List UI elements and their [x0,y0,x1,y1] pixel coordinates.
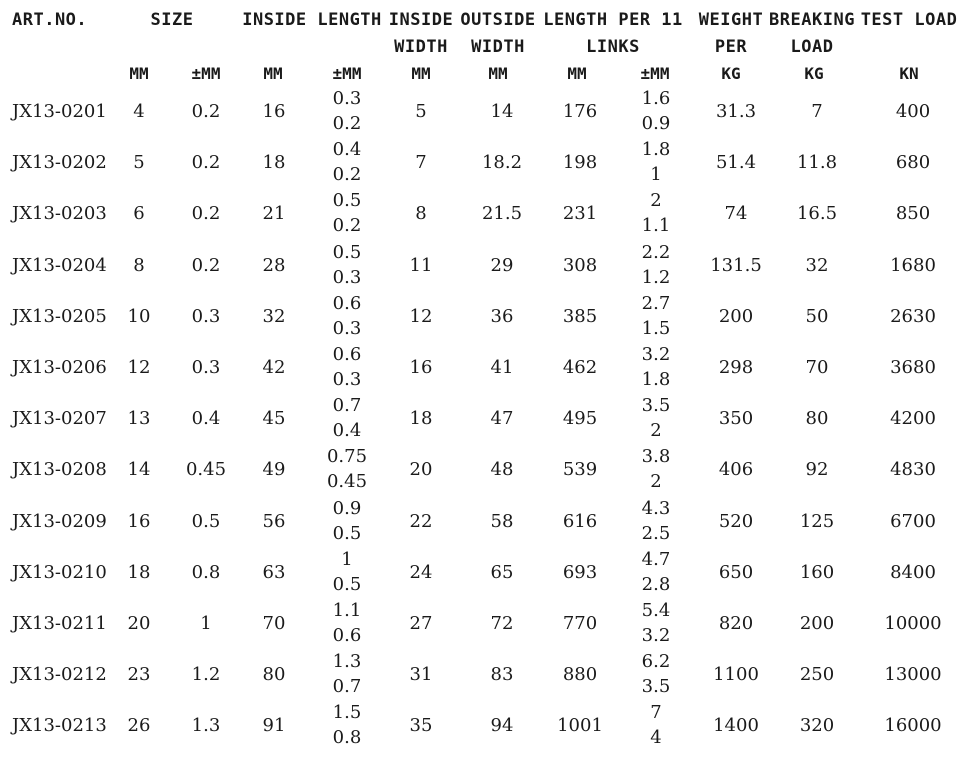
cell-test-load: 16000 [884,715,942,737]
cell-size-mm: 20 [127,613,151,634]
cell-inside-length-tol-lower: 0.8 [332,727,362,749]
cell-size-tol: 0.3 [191,357,221,378]
cell-inside-length-tol-upper: 0.6 [332,292,362,314]
cell-inside-length-tol-lower: 0.7 [332,676,362,698]
cell-inside-length-tol-lower: 0.5 [332,573,362,595]
cell-inside-width: 12 [409,305,433,327]
header-outside-width-line2: WIDTH [471,37,525,57]
cell-length: 198 [562,152,598,174]
cell-inside-length-tol-upper: 1 [341,548,353,570]
header-inside-length: INSIDE LENGTH [242,10,382,30]
unit-outside-width: MM [488,64,508,83]
cell-weight: 51.4 [715,152,757,174]
cell-art-no: JX13-0207 [12,408,107,430]
cell-outside-width: 65 [490,561,514,583]
cell-size-tol: 0.2 [191,152,221,174]
header-size: SIZE [150,10,194,30]
cell-length-tol-upper: 2.7 [641,292,671,314]
cell-inside-length: 16 [262,101,286,122]
cell-length-tol-lower: 1.8 [641,369,671,390]
unit-inside-length-tol: ±MM [332,64,362,83]
cell-breaking: 32 [805,254,829,276]
cell-weight: 74 [724,203,748,225]
cell-art-no: JX13-0213 [12,715,107,737]
cell-weight: 200 [718,305,754,327]
cell-inside-length-tol-lower: 0.5 [332,522,362,544]
cell-inside-length-tol-lower: 0.3 [332,369,362,390]
header-art-no: ART.NO. [12,10,88,30]
unit-inside-width: MM [411,64,431,83]
cell-inside-length-tol-upper: 0.5 [332,190,362,212]
cell-length: 308 [562,254,598,276]
cell-inside-length-tol-upper: 0.4 [332,139,362,161]
cell-size-mm: 16 [127,510,151,532]
cell-size-mm: 6 [133,203,145,225]
cell-size-mm: 23 [127,664,151,686]
cell-weight: 298 [718,357,754,378]
cell-length-tol-lower: 2 [650,420,662,442]
cell-breaking: 92 [805,459,829,481]
cell-length-tol-upper: 1.6 [641,88,671,109]
cell-size-mm: 12 [127,357,151,378]
cell-length-tol-upper: 4.3 [641,497,671,519]
cell-length-tol-lower: 2.5 [641,522,671,544]
cell-inside-width: 18 [409,408,433,430]
cell-breaking: 200 [799,613,835,634]
cell-size-tol: 0.3 [191,305,221,327]
header-breaking-line2: LOAD [790,37,834,57]
cell-length-tol-lower: 2.8 [641,573,671,595]
cell-size-tol: 0.2 [191,101,221,122]
cell-inside-length-tol-lower: 0.2 [332,113,362,134]
cell-outside-width: 29 [490,254,514,276]
cell-length: 495 [562,408,598,430]
unit-size-mm: MM [129,64,149,83]
cell-outside-width: 94 [490,715,514,737]
header-test-load: TEST LOAD [860,10,958,30]
cell-inside-length: 56 [262,510,286,532]
cell-art-no: JX13-0206 [12,357,107,378]
cell-size-mm: 10 [127,305,151,327]
cell-inside-length: 28 [262,254,286,276]
cell-art-no: JX13-0210 [12,561,107,583]
cell-weight: 31.3 [715,101,757,122]
cell-size-mm: 14 [127,459,151,481]
cell-inside-length-tol-lower: 0.6 [332,625,362,646]
cell-length: 385 [562,305,598,327]
cell-length: 880 [562,664,598,686]
cell-length-tol-upper: 2.2 [641,241,671,263]
cell-length-tol-lower: 1.1 [641,215,671,237]
cell-inside-width: 11 [409,254,433,276]
cell-inside-length-tol-upper: 0.5 [332,241,362,263]
cell-inside-length-tol-upper: 1.3 [332,651,362,673]
cell-size-mm: 5 [133,152,145,174]
cell-breaking: 7 [811,101,823,122]
cell-weight: 650 [718,561,754,583]
cell-length-tol-lower: 1.5 [641,317,671,339]
cell-test-load: 4200 [890,408,936,430]
cell-inside-length-tol-lower: 0.2 [332,164,362,186]
cell-size-tol: 0.2 [191,203,221,225]
cell-inside-length: 32 [262,305,286,327]
cell-art-no: JX13-0202 [12,152,107,174]
cell-outside-width: 83 [490,664,514,686]
cell-size-tol: 1.2 [191,664,221,686]
cell-size-tol: 0.4 [191,408,221,430]
cell-inside-width: 35 [409,715,433,737]
cell-breaking: 320 [799,715,835,737]
header-length-per-line1: LENGTH PER 11 [543,10,683,30]
cell-outside-width: 36 [490,305,514,327]
header-outside-width-line1: OUTSIDE [460,10,536,30]
cell-inside-width: 20 [409,459,433,481]
cell-length: 231 [562,203,598,225]
cell-length: 693 [562,561,598,583]
cell-inside-width: 22 [409,510,433,532]
cell-inside-length: 91 [262,715,286,737]
cell-inside-length-tol-upper: 0.3 [332,88,362,109]
cell-outside-width: 41 [490,357,514,378]
cell-test-load: 400 [895,101,931,122]
cell-size-tol: 0.8 [191,561,221,583]
cell-breaking: 70 [805,357,829,378]
cell-length: 616 [562,510,598,532]
cell-inside-length: 18 [262,152,286,174]
cell-breaking: 250 [799,664,835,686]
header-inside-width-line2: WIDTH [394,37,448,57]
cell-inside-length: 80 [262,664,286,686]
cell-length-tol-lower: 1 [650,164,662,186]
cell-length: 462 [562,357,598,378]
cell-art-no: JX13-0209 [12,510,107,532]
cell-inside-width: 27 [409,613,433,634]
cell-size-mm: 13 [127,408,151,430]
cell-length-tol-upper: 1.8 [641,139,671,161]
cell-length-tol-upper: 3.2 [641,344,671,365]
cell-length-tol-upper: 5.4 [641,600,671,621]
cell-test-load: 2630 [890,305,936,327]
cell-length-tol-lower: 2 [650,471,662,493]
cell-size-tol: 1.3 [191,715,221,737]
cell-weight: 1100 [713,664,759,686]
cell-art-no: JX13-0208 [12,459,107,481]
cell-weight: 1400 [713,715,759,737]
cell-inside-width: 8 [415,203,427,225]
cell-inside-width: 7 [415,152,427,174]
cell-length-tol-lower: 3.5 [641,676,671,698]
cell-length: 770 [562,613,598,634]
cell-art-no: JX13-0201 [12,101,107,122]
cell-outside-width: 48 [490,459,514,481]
cell-inside-width: 24 [409,561,433,583]
cell-inside-length-tol-upper: 1.1 [332,600,362,621]
cell-outside-width: 72 [490,613,514,634]
cell-inside-length: 21 [262,203,286,225]
cell-breaking: 11.8 [796,152,838,174]
cell-length-tol-lower: 4 [650,727,662,749]
cell-inside-length: 63 [262,561,286,583]
cell-length: 176 [562,101,598,122]
unit-breaking: KG [804,64,824,83]
cell-inside-length-tol-lower: 0.3 [332,317,362,339]
cell-inside-length-tol-lower: 0.45 [326,471,368,493]
cell-length-tol-lower: 0.9 [641,113,671,134]
cell-inside-length: 42 [262,357,286,378]
cell-size-tol: 0.45 [185,459,227,481]
unit-weight: KG [721,64,741,83]
cell-outside-width: 18.2 [481,152,523,174]
cell-test-load: 8400 [890,561,936,583]
unit-test: KN [899,64,919,83]
cell-weight: 406 [718,459,754,481]
cell-inside-length-tol-lower: 0.4 [332,420,362,442]
cell-test-load: 850 [895,203,931,225]
cell-breaking: 50 [805,305,829,327]
cell-weight: 520 [718,510,754,532]
cell-outside-width: 58 [490,510,514,532]
cell-size-tol: 0.2 [191,254,221,276]
cell-test-load: 10000 [884,613,942,634]
cell-length-tol-upper: 6.2 [641,651,671,673]
cell-length: 539 [562,459,598,481]
cell-inside-length-tol-upper: 1.5 [332,702,362,724]
cell-inside-length-tol-upper: 0.75 [326,446,368,468]
cell-inside-length-tol-upper: 0.9 [332,497,362,519]
cell-weight: 820 [718,613,754,634]
cell-length-tol-upper: 3.5 [641,395,671,417]
cell-inside-length-tol-upper: 0.6 [332,344,362,365]
cell-weight: 350 [718,408,754,430]
cell-inside-length-tol-lower: 0.3 [332,266,362,288]
cell-breaking: 125 [799,510,835,532]
cell-test-load: 1680 [890,254,936,276]
cell-length-tol-upper: 2 [650,190,662,212]
cell-size-mm: 8 [133,254,145,276]
cell-length: 1001 [557,715,603,737]
cell-inside-length-tol-upper: 0.7 [332,395,362,417]
cell-weight: 131.5 [710,254,762,276]
cell-test-load: 4830 [890,459,936,481]
cell-size-mm: 26 [127,715,151,737]
cell-size-tol: 0.5 [191,510,221,532]
cell-length-tol-upper: 4.7 [641,548,671,570]
cell-size-mm: 18 [127,561,151,583]
cell-test-load: 6700 [890,510,936,532]
cell-inside-length: 45 [262,408,286,430]
unit-inside-length-mm: MM [263,64,283,83]
cell-art-no: JX13-0203 [12,203,107,225]
header-length-per-line2: LINKS [586,37,640,57]
cell-art-no: JX13-0205 [12,305,107,327]
cell-inside-length: 49 [262,459,286,481]
cell-test-load: 13000 [884,664,942,686]
cell-size-mm: 4 [133,101,145,122]
header-weight-line2: PER [714,37,748,57]
cell-test-load: 3680 [890,357,936,378]
header-breaking-line1: BREAKING [769,10,855,30]
cell-breaking: 16.5 [796,203,838,225]
cell-outside-width: 14 [490,101,514,122]
cell-art-no: JX13-0212 [12,664,107,686]
cell-inside-width: 31 [409,664,433,686]
header-inside-width-line1: INSIDE [388,10,454,30]
cell-length-tol-upper: 7 [650,702,662,724]
cell-outside-width: 21.5 [481,203,523,225]
cell-art-no: JX13-0204 [12,254,107,276]
cell-inside-width: 5 [415,101,427,122]
header-weight-line1: WEIGHT [698,10,764,30]
unit-length-mm: MM [567,64,587,83]
cell-length-tol-upper: 3.8 [641,446,671,468]
cell-breaking: 160 [799,561,835,583]
cell-inside-length: 70 [262,613,286,634]
cell-inside-width: 16 [409,357,433,378]
cell-test-load: 680 [895,152,931,174]
cell-size-tol: 1 [200,613,212,634]
cell-length-tol-lower: 3.2 [641,625,671,646]
unit-size-tol: ±MM [191,64,221,83]
cell-outside-width: 47 [490,408,514,430]
cell-inside-length-tol-lower: 0.2 [332,215,362,237]
cell-length-tol-lower: 1.2 [641,266,671,288]
cell-breaking: 80 [805,408,829,430]
unit-length-tol: ±MM [640,64,670,83]
cell-art-no: JX13-0211 [12,613,107,634]
